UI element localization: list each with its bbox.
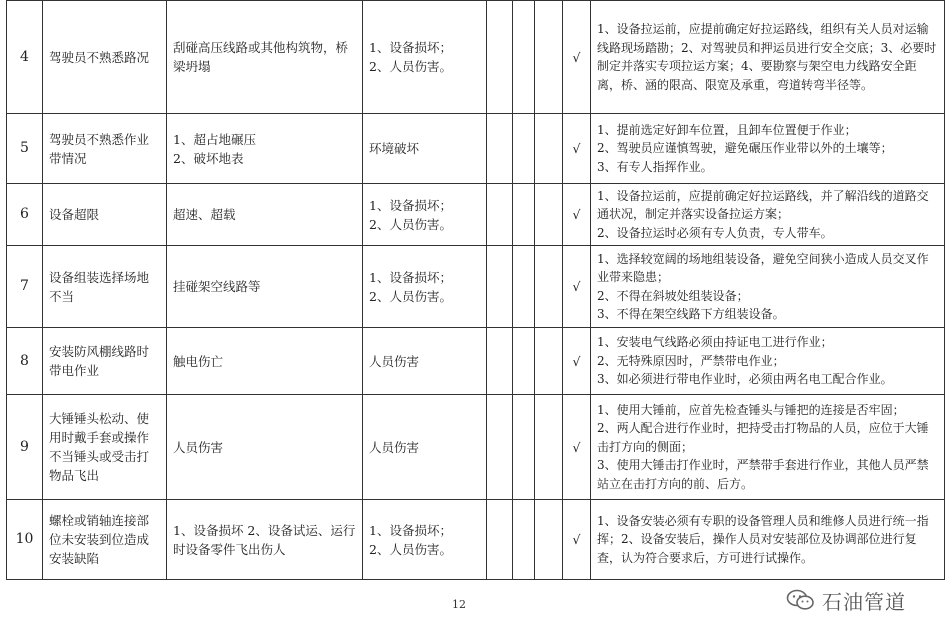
empty-cell	[487, 1, 513, 114]
hazard-cell: 螺栓或销轴连接部位未安装到位造成安装缺陷	[43, 500, 167, 580]
result-line: 1、设备损坏；	[369, 40, 452, 55]
table-row	[7, 500, 945, 580]
result-cell	[363, 395, 487, 500]
hazard-cell: 大锤锤头松动、使用时戴手套或操作不当锤头或受击打物品飞出	[43, 395, 167, 500]
result-cell	[363, 184, 487, 246]
empty-cell	[487, 246, 513, 328]
check-mark: √	[563, 328, 591, 395]
risk-table	[6, 0, 945, 580]
empty-cell	[535, 328, 563, 395]
check-mark: √	[563, 114, 591, 184]
empty-cell	[535, 395, 563, 500]
result-line: 环境破坏	[369, 141, 420, 156]
measure-line: 3、使用大锤击打作业时，严禁带手套进行作业，其他人员严禁站立在击打方向的前、后方。	[597, 458, 929, 491]
measures-cell	[591, 328, 945, 395]
row-number: 6	[7, 184, 43, 246]
empty-cell	[513, 395, 535, 500]
result-cell	[363, 328, 487, 395]
check-mark: √	[563, 184, 591, 246]
measure-line: 1、安装电气线路必须由持证电工进行作业；	[597, 335, 833, 350]
page-number: 12	[452, 598, 466, 611]
measure-line: 1、设备拉运前，应提前确定好拉运路线，并了解沿线的道路交通状况，制定并落实设备拉运方案；	[597, 188, 929, 222]
measure-line: 1、设备拉运前，应提前确定好拉运路线，组织有关人员对运输线路现场踏勘；2、对驾驶员和押运员进行安全交底；3、必要时制定并落实专项拉运方案；4、要勘察与架空电力线路安全距离，桥、涵的限高、限宽及承重，弯道转弯半径等。	[597, 22, 937, 92]
measure-line: 1、使用大锤前，应首先检查锤头与锤把的连接是否牢固；	[597, 402, 905, 417]
result-cell	[363, 1, 487, 114]
check-mark: √	[563, 395, 591, 500]
empty-cell	[535, 184, 563, 246]
result-line: 2、人员伤害。	[369, 541, 452, 557]
measure-line: 3、有专人指挥作业。	[597, 159, 713, 174]
measures-cell	[591, 1, 945, 114]
measure-line: 2、驾驶员应谨慎驾驶，避免碾压作业带以外的土壤等；	[597, 141, 893, 156]
measures-cell	[591, 114, 945, 184]
empty-cell	[487, 184, 513, 246]
check-mark: √	[563, 1, 591, 114]
row-number: 4	[7, 1, 43, 114]
empty-cell	[535, 246, 563, 328]
cause-cell: 挂碰架空线路等	[167, 246, 363, 328]
result-line: 2、人员伤害。	[369, 59, 452, 74]
result-line: 2、人员伤害。	[369, 216, 452, 232]
result-line: 人员伤害	[369, 439, 420, 455]
hazard-cell: 设备组装选择场地不当	[43, 246, 167, 328]
measure-line: 2、不得在斜坡处组装设备；	[597, 288, 749, 303]
empty-cell	[487, 328, 513, 395]
empty-cell	[513, 184, 535, 246]
empty-cell	[513, 1, 535, 114]
measure-line: 2、设备拉运时必须有专人负责，专人带车。	[597, 225, 833, 240]
check-mark: √	[563, 500, 591, 580]
row-number: 8	[7, 328, 43, 395]
hazard-cell: 安装防风棚线路时带电作业	[43, 328, 167, 395]
empty-cell	[535, 1, 563, 114]
measures-cell	[591, 395, 945, 500]
cause-cell: 1、设备损坏 2、设备试运、运行时设备零件飞出伤人	[167, 500, 363, 580]
cause-line: 1、超占地碾压	[173, 131, 256, 147]
empty-cell	[513, 246, 535, 328]
empty-cell	[513, 328, 535, 395]
result-cell	[363, 500, 487, 580]
measure-line: 1、设备安装必须有专职的设备管理人员和维修人员进行统一指挥；2、设备安装后，操作人员对安装部位及协调部位进行复查，认为符合要求后，方可进行试操作。	[597, 513, 929, 565]
cause-line: 2、破坏地表	[173, 150, 244, 166]
wechat-icon	[786, 589, 816, 611]
cause-cell: 触电伤亡	[167, 328, 363, 395]
table-row	[7, 246, 945, 328]
result-line: 2、人员伤害。	[369, 288, 452, 304]
watermark	[786, 587, 906, 613]
result-line: 1、设备损坏；	[369, 269, 452, 285]
measure-line: 2、无特殊原因时，严禁带电作业；	[597, 353, 785, 368]
empty-cell	[487, 395, 513, 500]
measure-line: 1、选择较宽阔的场地组装设备，避免空间狭小造成人员交叉作业带来隐患；	[597, 251, 929, 284]
empty-cell	[535, 114, 563, 184]
measures-cell	[591, 184, 945, 246]
table-row	[7, 395, 945, 500]
cause-cell: 超速、超载	[167, 184, 363, 246]
measure-line: 3、不得在架空线路下方组装设备。	[597, 307, 785, 321]
empty-cell	[487, 114, 513, 184]
hazard-cell: 设备超限	[43, 184, 167, 246]
measure-line: 1、提前选定好卸车位置，且卸车位置便于作业；	[597, 122, 857, 137]
cause-cell	[167, 114, 363, 184]
watermark-text: 石油管道	[822, 589, 906, 614]
measures-cell	[591, 500, 945, 580]
row-number: 9	[7, 395, 43, 500]
row-number: 7	[7, 246, 43, 328]
check-mark: √	[563, 246, 591, 328]
result-line: 人员伤害	[369, 353, 420, 369]
table-row	[7, 114, 945, 184]
cause-cell: 人员伤害	[167, 395, 363, 500]
hazard-cell: 驾驶员不熟悉作业带情况	[43, 114, 167, 184]
table-row	[7, 328, 945, 395]
empty-cell	[487, 500, 513, 580]
measure-line: 3、如必须进行带电作业时，必须由两名电工配合作业。	[597, 372, 893, 387]
measures-cell	[591, 246, 945, 328]
cause-cell: 刮碰高压线路或其他构筑物，桥梁坍塌	[167, 1, 363, 114]
empty-cell	[513, 500, 535, 580]
empty-cell	[513, 114, 535, 184]
result-cell	[363, 246, 487, 328]
measure-line: 2、两人配合进行作业时，把持受击打物品的人员，应位于大锤击打方向的侧面；	[597, 421, 929, 454]
result-cell	[363, 114, 487, 184]
row-number: 5	[7, 114, 43, 184]
result-line: 1、设备损坏；	[369, 522, 452, 538]
hazard-cell: 驾驶员不熟悉路况	[43, 1, 167, 114]
result-line: 1、设备损坏；	[369, 197, 452, 213]
table-row	[7, 1, 945, 114]
table-row	[7, 184, 945, 246]
row-number: 10	[7, 500, 43, 580]
empty-cell	[535, 500, 563, 580]
